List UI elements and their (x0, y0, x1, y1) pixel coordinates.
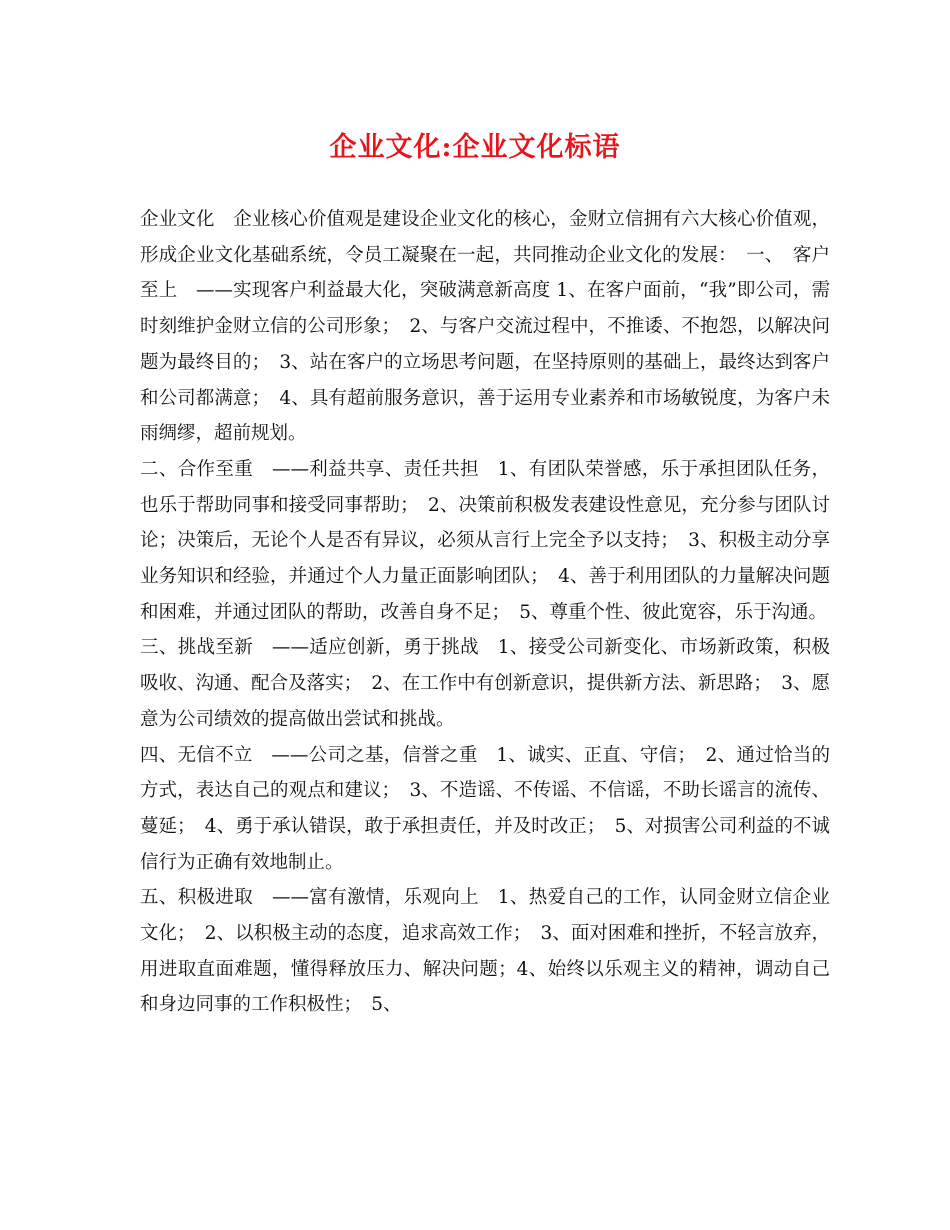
paragraph-proactive: 五、积极进取 ——富有激情，乐观向上 1、热爱自己的工作，认同金财立信企业文化； 2、以积极主动的态度，追求高效工作； 3、面对困难和挫折，不轻言放弃，用进取直面难题，懂得释放压力、解决问题；4、始终以乐观主义的精神，调动自己和身边同事的工作积极性； 5、 (140, 887, 830, 1016)
document-body (140, 202, 830, 1023)
paragraph-cooperation: 二、合作至重 ——利益共享、责任共担 1、有团队荣誉感，乐于承担团队任务，也乐于帮助同事和接受同事帮助； 2、决策前积极发表建设性意见，充分参与团队讨论；决策后，无论个人是否有异议，必须从言行上完全予以支持； 3、积极主动分享业务知识和经验，并通过个人力量正面影响团队； 4、善于利用团队的力量解决问题和困难，并通过团队的帮助，改善自身不足； 5、尊重个性、彼此宽容，乐于沟通。 (140, 458, 830, 623)
paragraph-challenge-innovation: 三、挑战至新 ——适应创新，勇于挑战 1、接受公司新变化、市场新政策，积极吸收、沟通、配合及落实； 2、在工作中有创新意识，提供新方法、新思路； 3、愿意为公司绩效的提高做出尝试和挑战。 (140, 637, 830, 730)
document-title: 企业文化:企业文化标语 (329, 132, 621, 163)
paragraph-integrity: 四、无信不立 ——公司之基，信誉之重 1、诚实、正直、守信； 2、通过恰当的方式，表达自己的观点和建议； 3、不造谣、不传谣、不信谣，不助长谣言的流传、蔓延； 4、勇于承认错误，敢于承担责任，并及时改正； 5、对损害公司利益的不诚信行为正确有效地制止。 (140, 744, 830, 873)
paragraph-intro-customer-first: 企业文化 企业核心价值观是建设企业文化的核心，金财立信拥有六大核心价值观，形成企业文化基础系统，令员工凝聚在一起，共同推动企业文化的发展： 一、 客户至上 ——实现客户利益最大化，突破满意新高度 1、在客户面前，“我”即公司，需时刻维护金财立信的公司形象； 2、与客户交流过程中，不推诿、不抱怨，以解决问题为最终目的； 3、站在客户的立场思考问题，在坚持原则的基础上，最终达到客户和公司都满意； 4、具有超前服务意识，善于运用专业素养和市场敏锐度，为客户未雨绸缪，超前规划。 (140, 209, 830, 445)
